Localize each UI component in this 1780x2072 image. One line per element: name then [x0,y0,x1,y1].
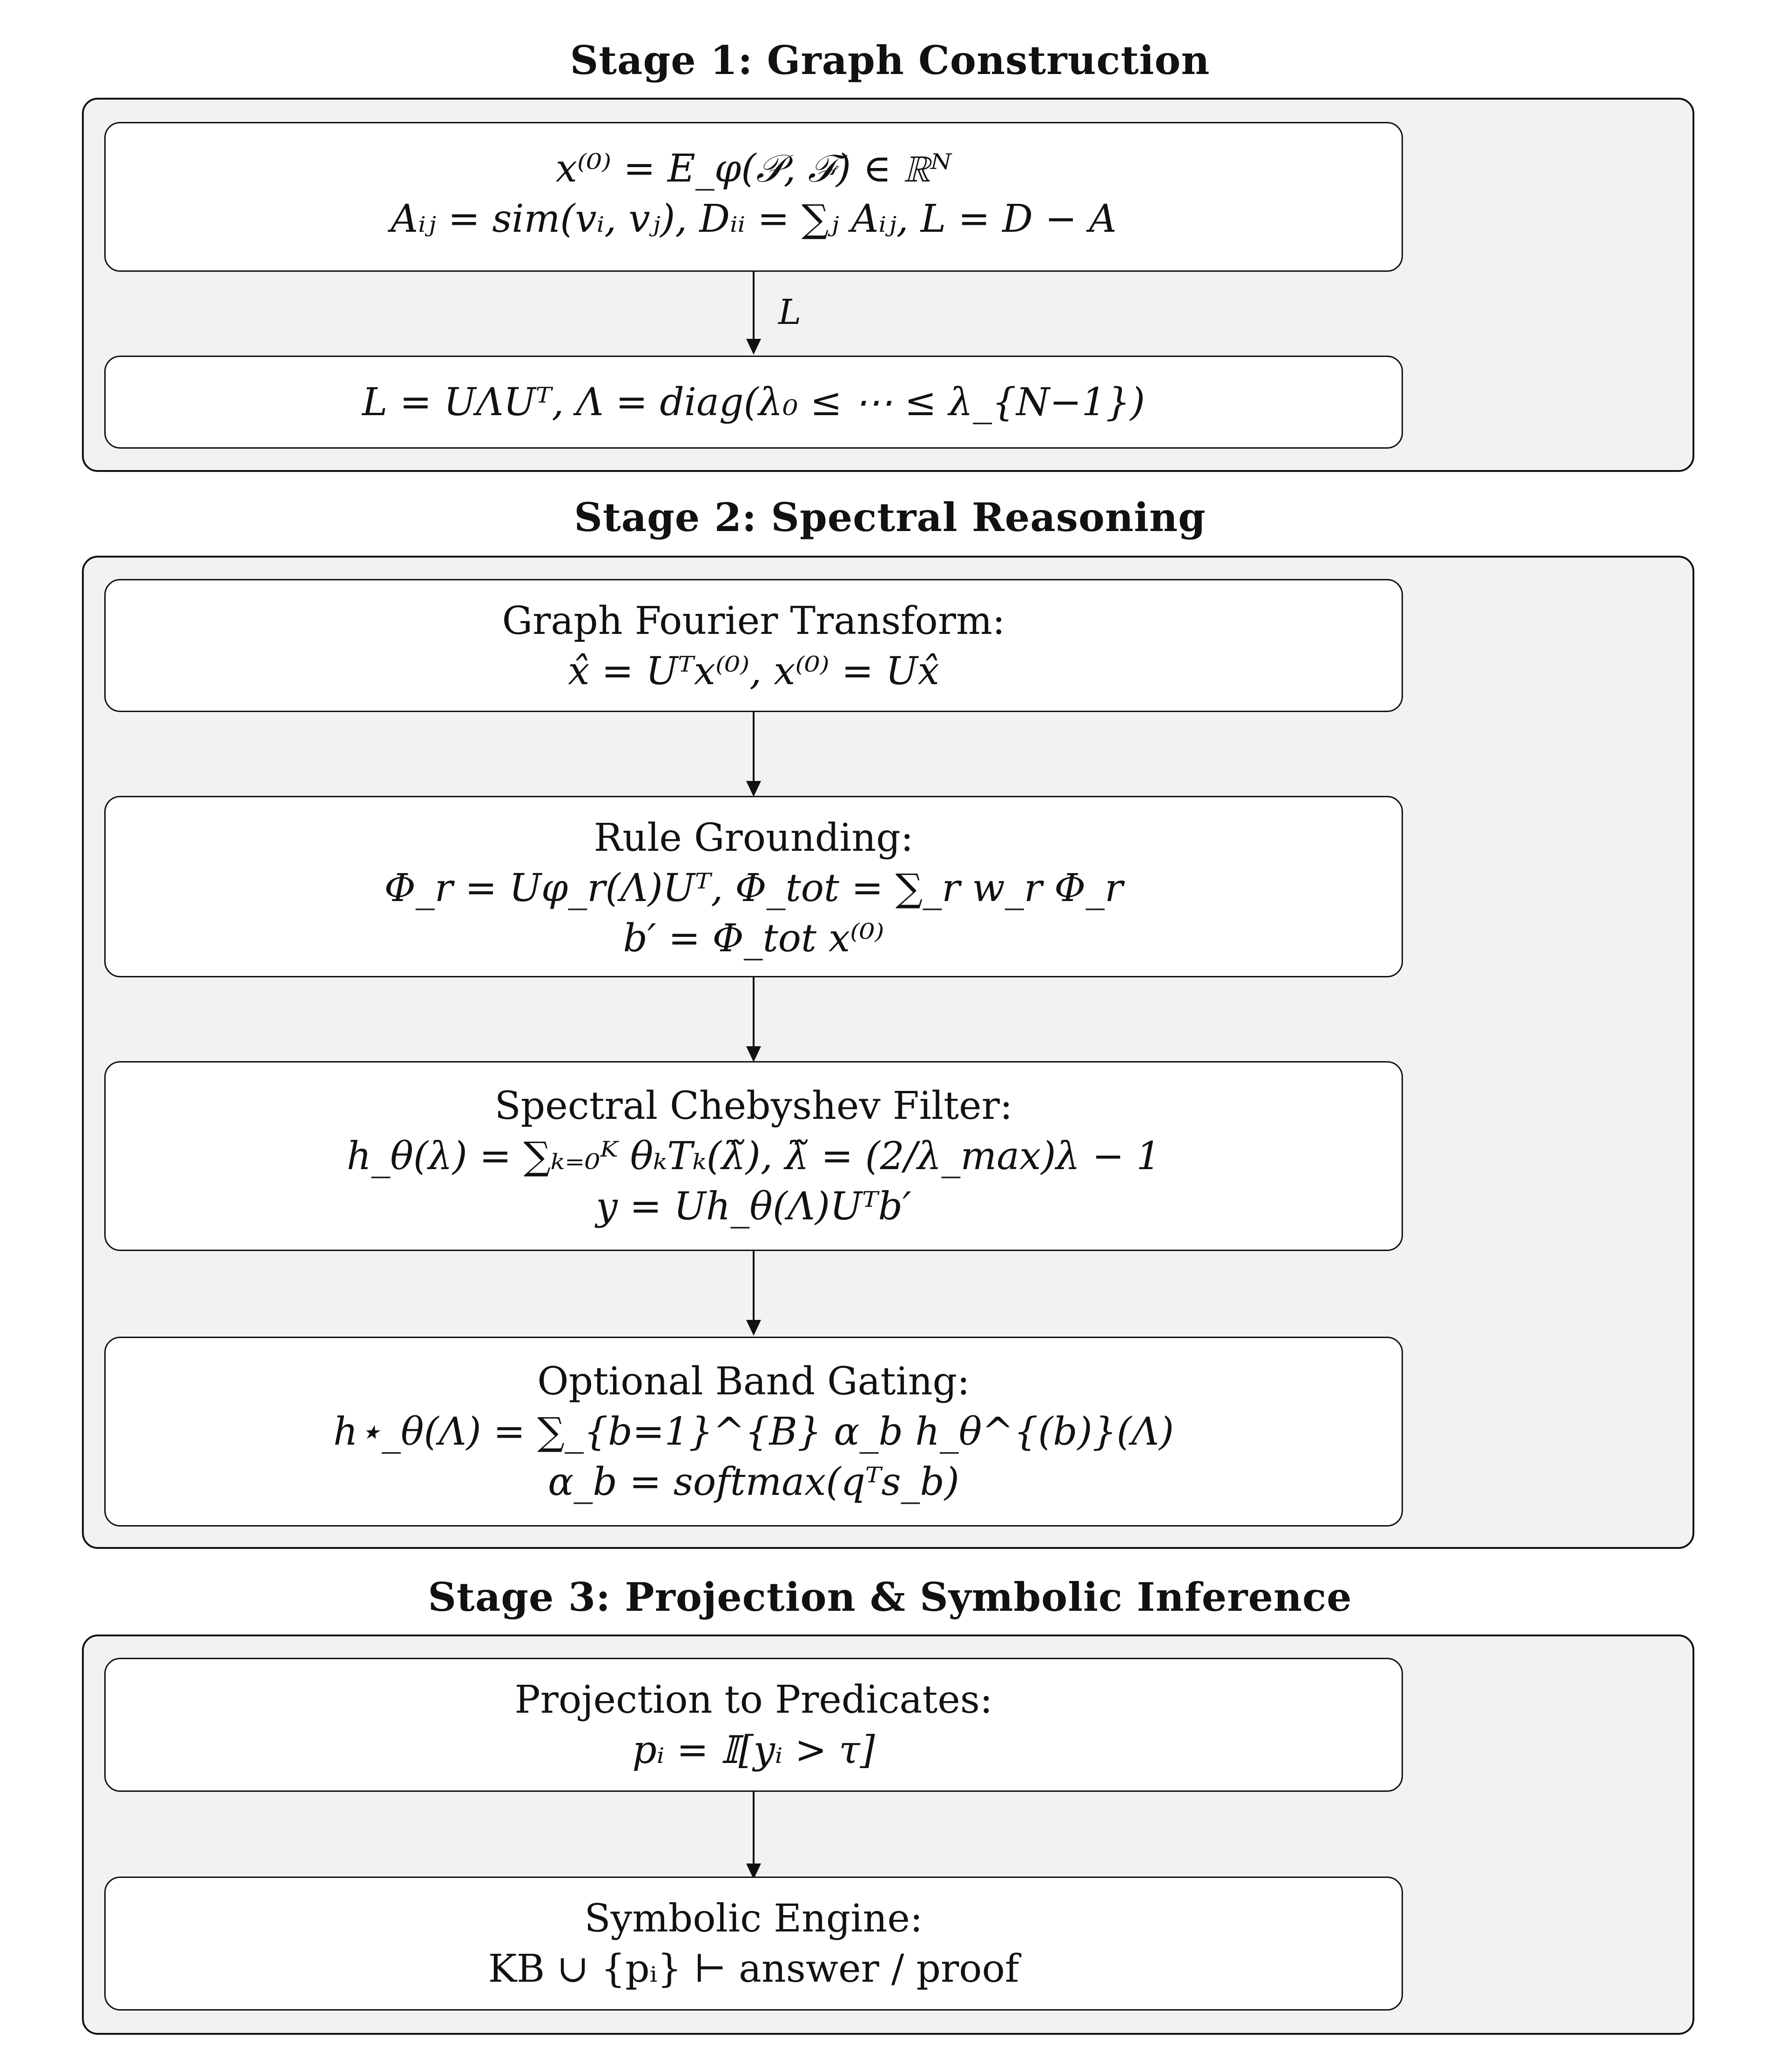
box-heading: Graph Fourier Transform: [502,599,1005,643]
box-heading: Spectral Chebyshev Filter: [494,1084,1013,1128]
stage-2-box-rule-grounding [104,796,1403,977]
arrow-shaft [753,977,755,1056]
stage-2-box-graph-fourier-transform [104,579,1403,712]
equation-line: L = UΛUᵀ, Λ = diag(λ₀ ≤ ⋯ ≤ λ_{N−1}) [362,380,1145,424]
equation-line: x⁽⁰⁾ = E_φ(𝒫, ℱ) ∈ ℝᴺ [555,147,952,191]
equation-line: pᵢ = 𝕀[yᵢ > τ] [632,1728,875,1772]
arrow-head-icon [746,1320,761,1336]
stage-1-box-input-graph [104,122,1403,272]
box-heading: Symbolic Engine: [584,1897,923,1941]
equation-line: α_b = softmax(qᵀs_b) [548,1460,959,1504]
arrow-head-icon [746,781,761,797]
stage-1-box-eigendecomposition [104,356,1403,449]
stage-3-title: Stage 3: Projection & Symbolic Inference [428,1574,1352,1620]
arrow-label: L [778,292,802,332]
equation-line: y = Uh_θ(Λ)Uᵀb′ [596,1184,911,1229]
equation-line: Φ_r = Uφ_r(Λ)Uᵀ, Φ_tot = ∑_r w_r Φ_r [384,866,1123,910]
equation-line: h⋆_θ(Λ) = ∑_{b=1}^{B} α_b h_θ^{(b)}(Λ) [333,1410,1174,1454]
equation-line: x̂ = Uᵀx⁽⁰⁾, x⁽⁰⁾ = Ux̂ [568,649,939,693]
box-heading: Optional Band Gating: [537,1359,970,1404]
stage-2-box-optional-band-gating [104,1337,1403,1527]
box-heading: Rule Grounding: [593,816,914,860]
equation-line: b′ = Φ_tot x⁽⁰⁾ [623,916,884,961]
stage-2-box-spectral-chebyshev-filter [104,1061,1403,1251]
stage-3-box-symbolic-engine [104,1877,1403,2011]
stage-3-box-projection-to-predicates [104,1658,1403,1792]
arrow-head-icon [746,1046,761,1062]
equation-line: h_θ(λ) = ∑ₖ₌₀ᴷ θₖTₖ(λ̃), λ̃ = (2/λ_max)λ − 1 [346,1134,1161,1178]
arrow-head-icon [746,339,761,355]
box-heading: Projection to Predicates: [514,1678,993,1722]
equation-line: Aᵢⱼ = sim(vᵢ, vⱼ), Dᵢᵢ = ∑ⱼ Aᵢⱼ, L = D − A [391,197,1117,241]
arrow-shaft [753,272,755,341]
arrow-shaft [753,1251,755,1330]
stage-2-title: Stage 2: Spectral Reasoning [574,494,1206,540]
equation-line: KB ∪ {pᵢ} ⊢ answer / proof [488,1947,1019,1991]
arrow-shaft [753,712,755,791]
stage-1-title: Stage 1: Graph Construction [570,37,1210,83]
arrow-shaft [753,1792,755,1874]
